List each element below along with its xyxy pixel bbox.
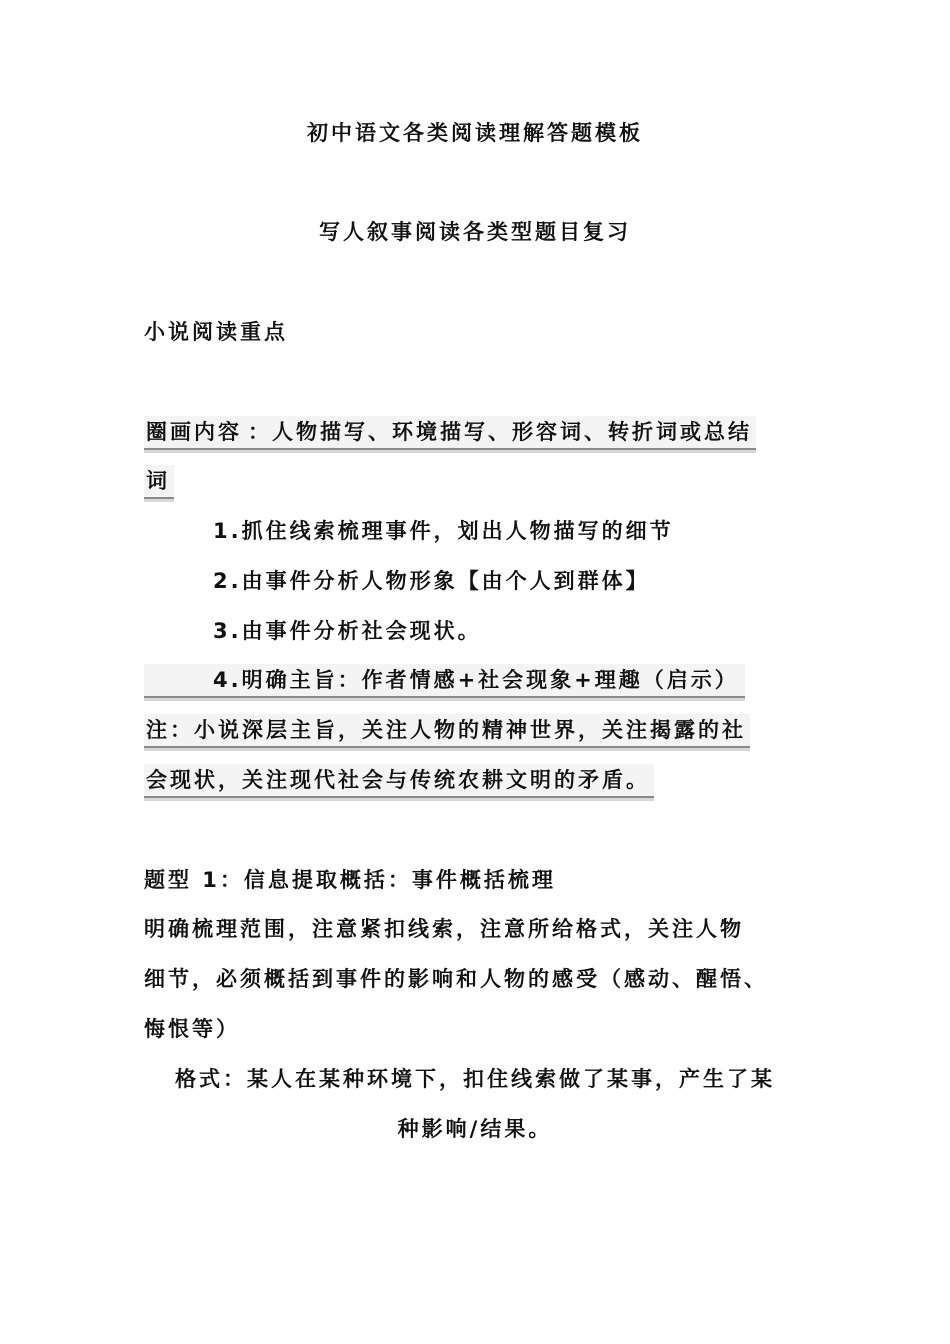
type1-body-line: 悔恨等） — [144, 1017, 240, 1041]
document-title: 初中语文各类阅读理解答题模板 — [307, 121, 643, 145]
type1-heading: 题型 1：信息提取概括：事件概括梳理 — [144, 868, 556, 892]
circle-content-tail: 词 — [144, 465, 174, 499]
circle-content-label: 圈画内容 — [144, 416, 246, 450]
circle-content-continuation — [144, 466, 174, 496]
note-line — [144, 715, 750, 745]
step-item: 2.由事件分析人物形象【由个人到群体】 — [213, 569, 650, 593]
note-text-2: 会现状，关注现代社会与传统农耕文明的矛盾。 — [144, 764, 654, 798]
note-line — [144, 765, 654, 795]
step-item-highlighted — [144, 665, 745, 695]
note-text-1: 注：小说深层主旨，关注人物的精神世界，关注揭露的社 — [144, 714, 750, 748]
step-4-text: 4.明确主旨：作者情感+社会现象+理趣（启示） — [144, 664, 745, 698]
circle-content-line — [144, 417, 756, 447]
circle-content-items: ：人物描写、环境描写、形容词、转折词或总结 — [246, 416, 756, 450]
type1-body-line: 明确梳理范围，注意紧扣线索，注意所给格式，关注人物 — [144, 917, 744, 941]
type1-body-line: 细节，必须概括到事件的影响和人物的感受（感动、醒悟、 — [144, 967, 768, 991]
step-item: 1.抓住线索梳理事件，划出人物描写的细节 — [213, 519, 674, 543]
document-subtitle: 写人叙事阅读各类型题目复习 — [319, 220, 631, 244]
format-line: 格式：某人在某种环境下，扣住线索做了某事，产生了某 — [175, 1067, 775, 1091]
format-line: 种影响/结果。 — [397, 1117, 553, 1141]
section-heading: 小说阅读重点 — [144, 320, 288, 344]
step-item: 3.由事件分析社会现状。 — [213, 619, 482, 643]
